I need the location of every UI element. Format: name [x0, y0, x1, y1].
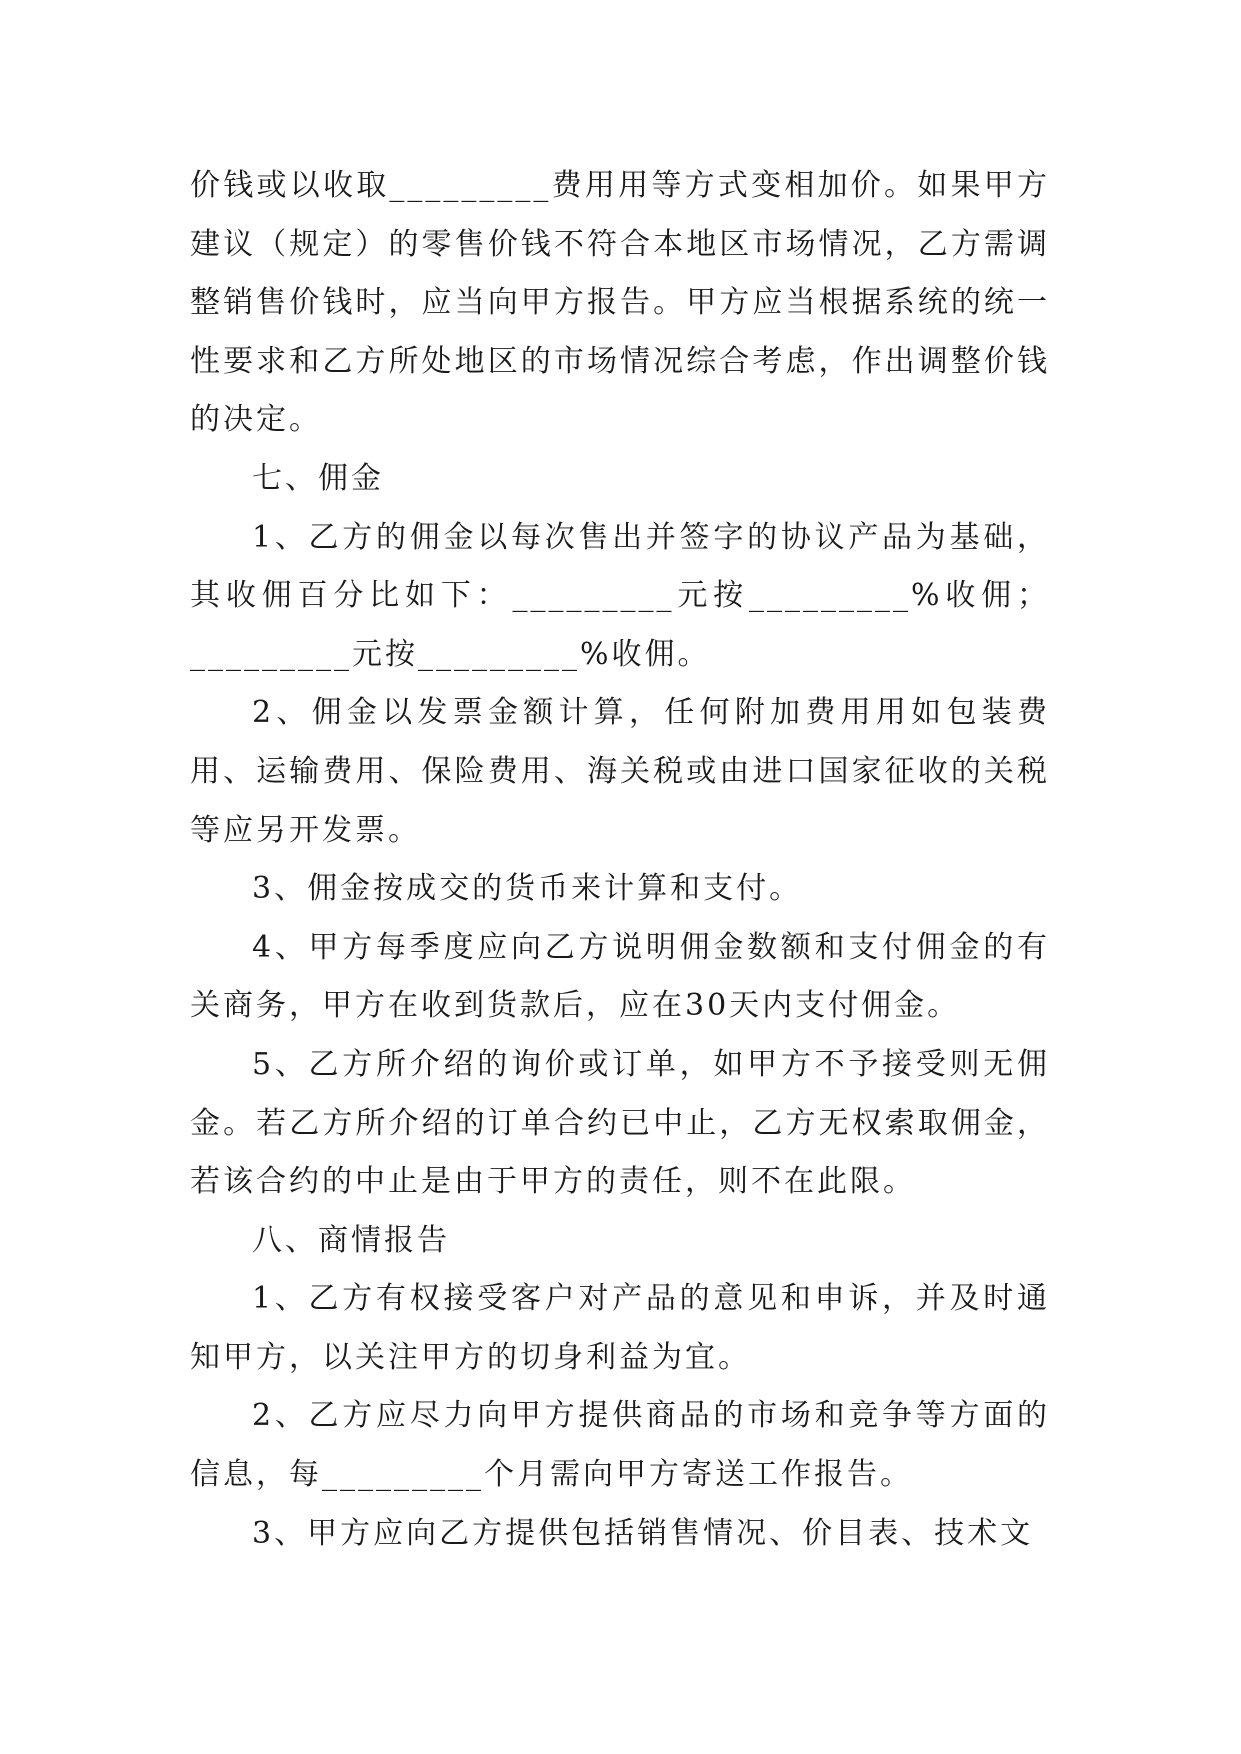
paragraph-commission-exceptions: 5、乙方所介绍的询价或订单，如甲方不予接受则无佣金。若乙方所介绍的订单合约已中止，乙方无权索取佣金，若该合约的中止是由于甲方的责任，则不在此限。: [190, 1046, 1050, 1200]
section-heading-commission: 七、佣金: [252, 460, 384, 496]
document-body: [190, 157, 1050, 1563]
paragraph-seller-provision: 3、甲方应向乙方提供包括销售情况、价目表、技术文: [252, 1515, 1034, 1551]
paragraph-customer-feedback: 1、乙方有权接受客户对产品的意见和申诉，并及时通知甲方，以关注甲方的切身利益为宜。: [190, 1281, 1050, 1375]
paragraph-commission-invoice: 2、佣金以发票金额计算，任何附加费用用如包装费用、运输费用、保险费用、海关税或由进口国家征收的关税等应另开发票。: [190, 695, 1050, 848]
section-heading-market-report: 八、商情报告: [252, 1222, 450, 1258]
paragraph-commission-currency: 3、佣金按成交的货币来计算和支付。: [252, 871, 803, 907]
paragraph-market-information: 2、乙方应尽力向甲方提供商品的市场和竞争等方面的信息，每_________个月需向甲方寄送工作报告。: [190, 1398, 1050, 1493]
paragraph-commission-rate: 1、乙方的佣金以每次售出并签字的协议产品为基础，其收佣百分比如下：_________元按_________%收佣；_________元按_________%收佣。: [190, 519, 1050, 672]
paragraph-commission-payment: 4、甲方每季度应向乙方说明佣金数额和支付佣金的有关商务，甲方在收到货款后，应在30天内支付佣金。: [190, 929, 1050, 1024]
paragraph-price-adjustment: 价钱或以收取_________费用用等方式变相加价。如果甲方建议（规定）的零售价钱不符合本地区市场情况，乙方需调整销售价钱时，应当向甲方报告。甲方应当根据系统的统一性要求和乙方所处地区的市场情况综合考虑，作出调整价钱的决定。: [190, 168, 1050, 438]
